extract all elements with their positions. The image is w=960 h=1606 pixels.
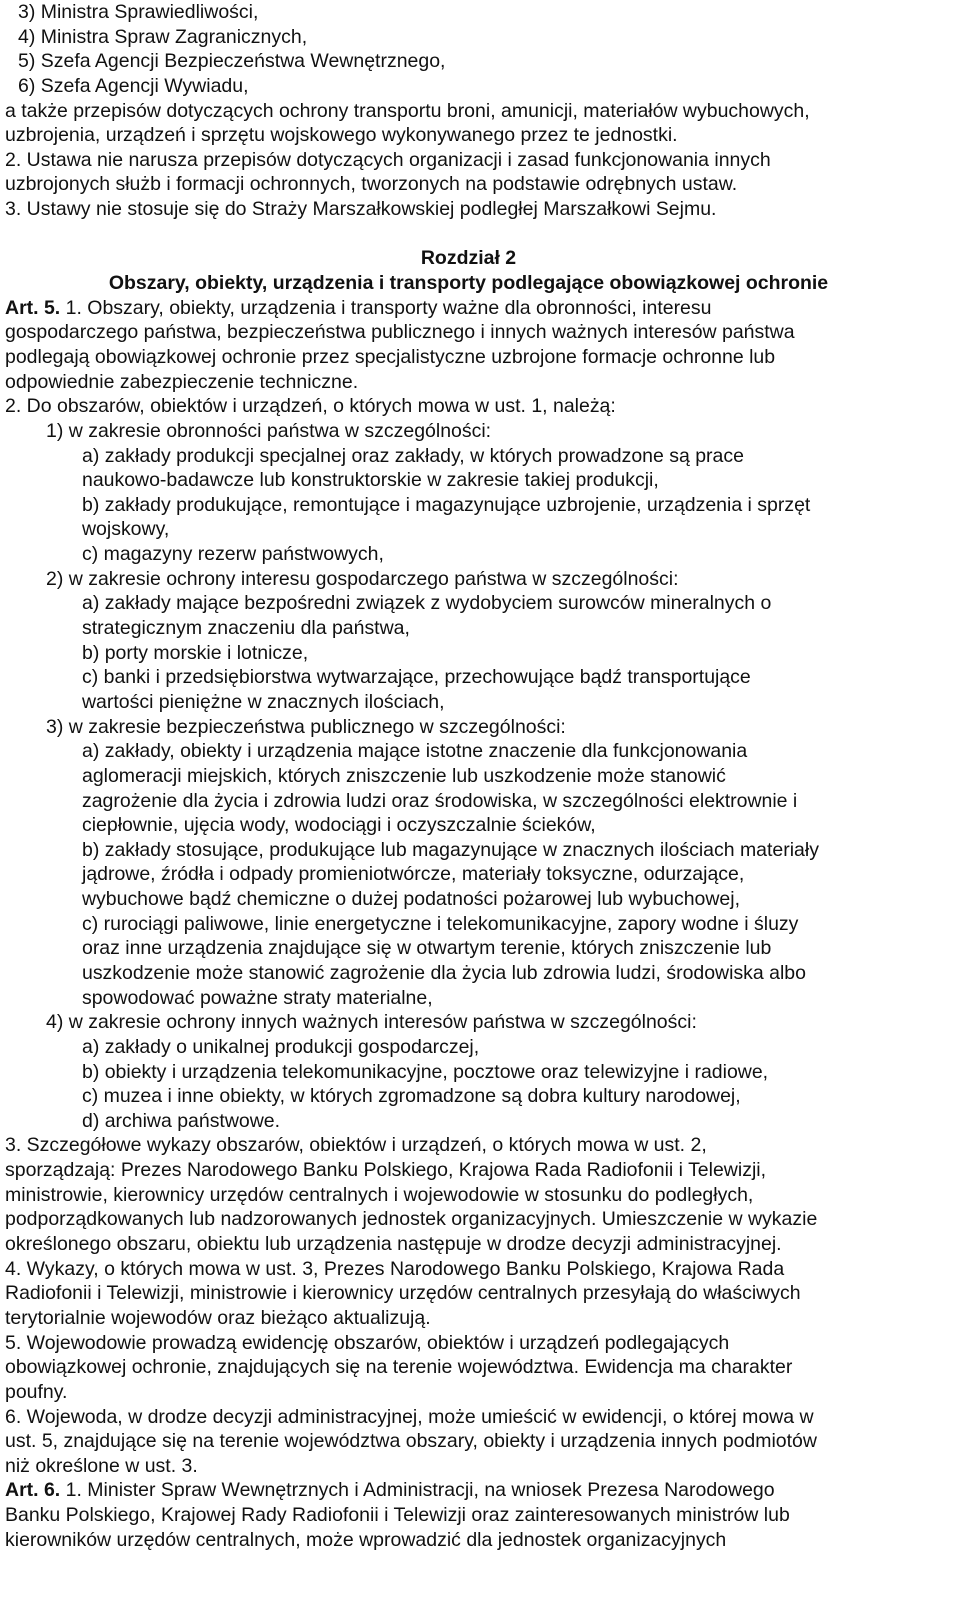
- text-line: kierowników urzędów centralnych, może wprowadzić dla jednostek organizacyjnych: [5, 1528, 727, 1551]
- text-line: Banku Polskiego, Krajowej Rady Radiofonii i Telewizji oraz zainteresowanych ministrów lub: [5, 1504, 790, 1527]
- chapter-number: Rozdział 2: [420, 247, 517, 270]
- text-line: 6. Wojewoda, w drodze decyzji administracyjnej, może umieścić w ewidencji, o której mowa w: [5, 1405, 814, 1428]
- text-line: c) muzea i inne obiekty, w których zgromadzone są dobra kultury narodowej,: [82, 1085, 741, 1108]
- text-line: strategicznym znaczeniu dla państwa,: [82, 617, 410, 640]
- text-line: d) archiwa państwowe.: [82, 1109, 281, 1132]
- article-text: 1. Minister Spraw Wewnętrznych i Administracji, na wniosek Prezesa Narodowego: [60, 1479, 775, 1502]
- text-line: wybuchowe bądź chemiczne o dużej podatności pożarowej lub wybuchowej,: [82, 888, 740, 911]
- text-line: b) zakłady produkujące, remontujące i magazynujące uzbrojenie, urządzenia i sprzęt: [82, 493, 811, 516]
- text-line: zagrożenie dla życia i zdrowia ludzi oraz środowiska, w szczególności elektrownie i: [82, 789, 798, 812]
- article-text: 1. Obszary, obiekty, urządzenia i transporty ważne dla obronności, interesu: [60, 296, 712, 319]
- text-line: wartości pieniężne w znacznych ilościach,: [82, 690, 445, 713]
- chapter-title: Obszary, obiekty, urządzenia i transporty podlegające obowiązkowej ochronie: [108, 272, 829, 295]
- article-label: Art. 6.: [5, 1479, 61, 1502]
- text-line: b) porty morskie i lotnicze,: [82, 641, 309, 664]
- text-line: Radiofonii i Telewizji, ministrowie i kierownicy urzędów centralnych przesyłają do właściwych: [5, 1282, 801, 1305]
- text-line: 2) w zakresie ochrony interesu gospodarczego państwa w szczególności:: [46, 567, 679, 590]
- text-line: 5) Szefa Agencji Bezpieczeństwa Wewnętrznego,: [18, 50, 446, 73]
- text-line: obowiązkowej ochronie, znajdujących się na terenie województwa. Ewidencja ma charakter: [5, 1356, 793, 1379]
- text-line: 2. Do obszarów, obiektów i urządzeń, o których mowa w ust. 1, należą:: [5, 395, 616, 418]
- text-line: 3. Szczegółowe wykazy obszarów, obiektów i urządzeń, o których mowa w ust. 2,: [5, 1134, 707, 1157]
- text-line: naukowo-badawcze lub konstruktorskie w zakresie takiej produkcji,: [82, 469, 659, 492]
- text-line: spowodować poważne straty materialne,: [82, 986, 433, 1009]
- article-line: [5, 296, 960, 321]
- text-line: jądrowe, źródła i odpady promieniotwórcze, materiały toksyczne, odurzające,: [82, 863, 745, 886]
- text-line: uszkodzenie może stanowić zagrożenie dla życia lub zdrowia ludzi, środowiska albo: [82, 961, 806, 984]
- blank-line: [5, 222, 960, 247]
- text-line: a) zakłady, obiekty i urządzenia mające istotne znaczenie dla funkcjonowania: [82, 740, 748, 763]
- article-line: [5, 1478, 960, 1503]
- text-line: 2. Ustawa nie narusza przepisów dotyczących organizacji i zasad funkcjonowania innych: [5, 148, 771, 171]
- text-line: gospodarczego państwa, bezpieczeństwa publicznego i innych ważnych interesów państwa: [5, 321, 795, 344]
- text-line: a) zakłady mające bezpośredni związek z wydobyciem surowców mineralnych o: [82, 592, 772, 615]
- text-line: podporządkowanych lub nadzorowanych jednostek organizacyjnych. Umieszczenie w wykazie: [5, 1208, 818, 1231]
- text-line: uzbrojonych służb i formacji ochronnych, tworzonych na podstawie odrębnych ustaw.: [5, 173, 738, 196]
- text-line: a) zakłady o unikalnej produkcji gospodarczej,: [82, 1035, 480, 1058]
- text-line: niż określone w ust. 3.: [5, 1454, 198, 1477]
- text-line: wojskowy,: [82, 518, 170, 541]
- text-line: sporządzają: Prezes Narodowego Banku Polskiego, Krajowa Rada Radiofonii i Telewizji,: [5, 1159, 767, 1182]
- text-line: 4. Wykazy, o których mowa w ust. 3, Prezes Narodowego Banku Polskiego, Krajowa Rada: [5, 1257, 785, 1280]
- text-line: a także przepisów dotyczących ochrony transportu broni, amunicji, materiałów wybuchowych,: [5, 99, 810, 122]
- text-line: c) rurociągi paliwowe, linie energetyczne i telekomunikacyjne, zapory wodne i śluzy: [82, 912, 799, 935]
- text-line: określonego obszaru, obiektu lub urządzenia następuje w drodze decyzji administracyjnej.: [5, 1233, 782, 1256]
- text-line: uzbrojenia, urządzeń i sprzętu wojskowego wykonywanego przez te jednostki.: [5, 124, 678, 147]
- text-line: a) zakłady produkcji specjalnej oraz zakłady, w których prowadzone są prace: [82, 444, 744, 467]
- text-line: poufny.: [5, 1380, 68, 1403]
- text-line: ministrowie, kierownicy urzędów centralnych i wojewodowie w stosunku do podległych,: [5, 1183, 754, 1206]
- text-line: c) magazyny rezerw państwowych,: [82, 543, 384, 566]
- article-label: Art. 5.: [5, 296, 61, 319]
- text-line: oraz inne urządzenia znajdujące się w otwartym terenie, których zniszczenie lub: [82, 937, 772, 960]
- text-line: 6) Szefa Agencji Wywiadu,: [18, 74, 249, 97]
- text-line: podlegają obowiązkowej ochronie przez specjalistyczne uzbrojone formacje ochronne lub: [5, 345, 776, 368]
- text-line: b) obiekty i urządzenia telekomunikacyjne, pocztowe oraz telewizyjne i radiowe,: [82, 1060, 769, 1083]
- text-line: 4) w zakresie ochrony innych ważnych interesów państwa w szczególności:: [46, 1011, 697, 1034]
- text-line: 4) Ministra Spraw Zagranicznych,: [18, 25, 308, 48]
- text-line: 3) Ministra Sprawiedliwości,: [18, 1, 259, 23]
- text-line: 5. Wojewodowie prowadzą ewidencję obszarów, obiektów i urządzeń podlegających: [5, 1331, 730, 1354]
- text-line: aglomeracji miejskich, których zniszczenie lub uszkodzenie może stanowić: [82, 764, 726, 787]
- text-line: 3) w zakresie bezpieczeństwa publicznego w szczególności:: [46, 715, 566, 738]
- text-line: c) banki i przedsiębiorstwa wytwarzające, przechowujące bądź transportujące: [82, 666, 751, 689]
- text-line: odpowiednie zabezpieczenie techniczne.: [5, 370, 359, 393]
- text-line: 3. Ustawy nie stosuje się do Straży Marszałkowskiej podległej Marszałkowi Sejmu.: [5, 198, 717, 221]
- text-line: b) zakłady stosujące, produkujące lub magazynujące w znacznych ilościach materiały: [82, 838, 819, 861]
- text-line: ust. 5, znajdujące się na terenie województwa obszary, obiekty i urządzenia innych podmiotów: [5, 1430, 817, 1453]
- text-line: ciepłownie, ujęcia wody, wodociągi i oczyszczalnie ścieków,: [82, 814, 596, 837]
- text-line: 1) w zakresie obronności państwa w szczególności:: [46, 419, 492, 442]
- text-line: terytorialnie wojewodów oraz bieżąco aktualizują.: [5, 1306, 431, 1329]
